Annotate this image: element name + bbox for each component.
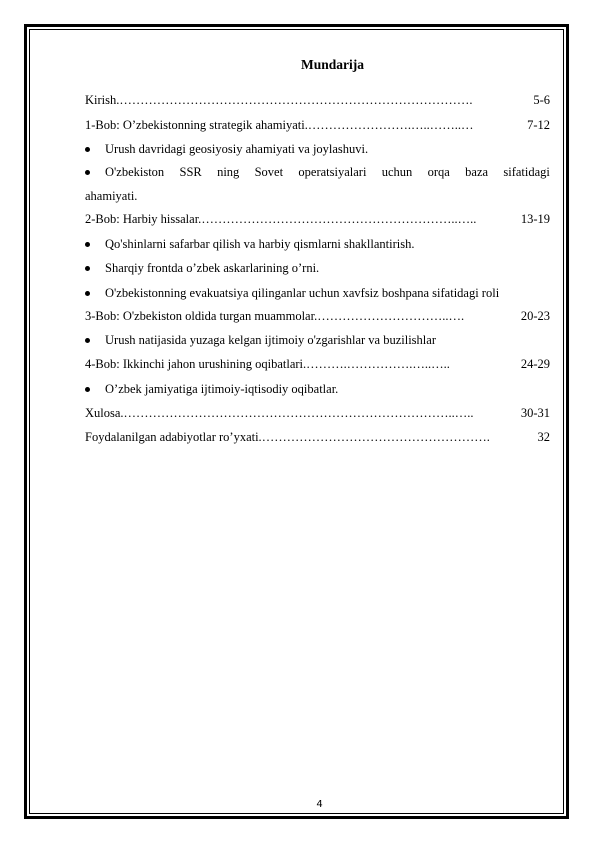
toc-leader-dots: ……………………………………………………………………..….. (123, 406, 474, 420)
word: baza (465, 165, 489, 179)
toc-entry-xulosa[interactable] (85, 404, 550, 422)
toc-leader-dots: …………………………………………………………………………. (119, 93, 473, 107)
toc-subitem[interactable] (85, 163, 550, 181)
toc-entry-bob2[interactable] (85, 210, 550, 228)
toc-subitem[interactable] (85, 259, 550, 277)
bullet-icon (85, 338, 90, 343)
toc-subitem[interactable] (85, 331, 550, 349)
toc-entry-kirish[interactable] (85, 91, 550, 109)
page-number: 4 (316, 799, 323, 810)
bullet-icon (85, 266, 90, 271)
toc-leader-dots: …………………………..…. (317, 309, 465, 323)
toc-entry-adabiyotlar[interactable] (85, 428, 550, 446)
toc-label: 2-Bob: Harbiy hissalar. (85, 212, 202, 226)
toc-subitem[interactable] (85, 140, 550, 158)
toc-page-ref: 32 (537, 430, 550, 444)
bullet-icon (85, 291, 90, 296)
toc-entry-bob3[interactable] (85, 307, 550, 325)
toc-page-ref: 24-29 (520, 357, 550, 371)
toc-title: Mundarija (300, 57, 364, 72)
word: sifatidagi (503, 165, 550, 179)
word: orqa (427, 165, 450, 179)
toc-subitem-text: Qo'shinlarni safarbar qilish va harbiy qismlarni shakllantirish. (105, 237, 415, 251)
toc-subitem-text: Urush natijasida yuzaga kelgan ijtimoiy o'zgarishlar va buzilishlar (105, 333, 436, 347)
toc-subitem[interactable] (85, 235, 550, 253)
bullet-icon (85, 147, 90, 152)
toc-page-ref: 30-31 (520, 406, 550, 420)
toc-entry-bob1[interactable] (85, 116, 550, 134)
word: uchun (381, 165, 413, 179)
word: Sovet (254, 165, 284, 179)
bullet-icon (85, 242, 90, 247)
toc-subitem[interactable] (85, 284, 550, 302)
toc-subitem-text: Urush davridagi geosiyosiy ahamiyati va joylashuvi. (105, 142, 369, 156)
toc-leader-dots: ………………………………………………. (261, 430, 490, 444)
toc-leader-dots: ……….…………….…..….. (306, 357, 450, 371)
toc-label: 1-Bob: O’zbekistonning strategik ahamiyati. (85, 118, 308, 132)
bullet-icon (85, 387, 90, 392)
word: operatsiyalari (298, 165, 367, 179)
toc-page-ref: 13-19 (520, 212, 550, 226)
toc-page-ref: 20-23 (520, 309, 550, 323)
toc-subitem-text: Sharqiy frontda o’zbek askarlarining o’rni. (105, 261, 320, 275)
bullet-icon (85, 170, 90, 175)
toc-label: Kirish. (85, 93, 120, 107)
toc-subitem-text: O'zbekistonning evakuatsiya qilinganlar uchun xavfsiz boshpana sifatidagi roli (105, 286, 500, 300)
toc-label: Xulosa. (85, 406, 124, 420)
toc-subitem[interactable] (85, 380, 550, 398)
toc-subitem-text (105, 163, 550, 181)
toc-label: 3-Bob: O'zbekiston oldida turgan muammolar. (85, 309, 318, 323)
word: SSR (179, 165, 202, 179)
toc-leader-dots: …………………….…..……..… (307, 118, 474, 132)
toc-label: 4-Bob: Ikkinchi jahon urushining oqibatlari. (85, 357, 307, 371)
toc-page-ref: 7-12 (527, 118, 550, 132)
toc-leader-dots: ……………………………………………………..….. (201, 212, 477, 226)
toc-subitem-text: O’zbek jamiyatiga ijtimoiy-iqtisodiy oqibatlar. (105, 382, 339, 396)
word: ning (217, 165, 240, 179)
word: O'zbekiston (105, 165, 165, 179)
toc-label: Foydalanilgan adabiyotlar ro’yxati. (85, 430, 262, 444)
toc-page-ref: 5-6 (533, 93, 550, 107)
toc-entry-bob4[interactable] (85, 355, 550, 373)
toc-subitem-continuation: ahamiyati. (85, 189, 138, 203)
